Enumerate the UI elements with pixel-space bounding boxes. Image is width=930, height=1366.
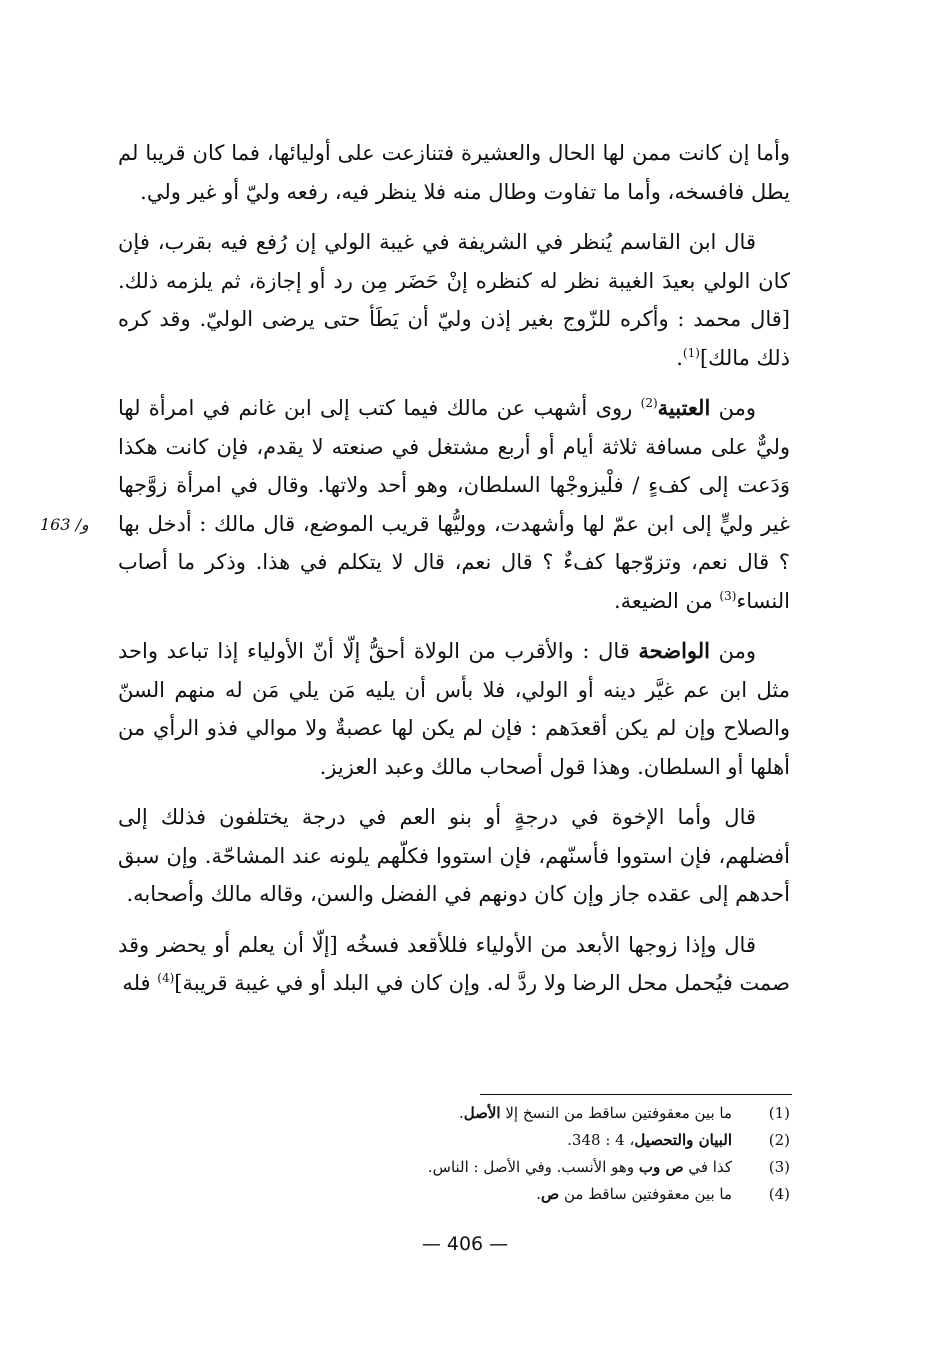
source-name-wadiha: الواضحة [638, 638, 710, 663]
footnote [330, 1181, 790, 1208]
main-text [118, 134, 790, 1003]
paragraph-1-text: وأما إن كانت ممن لها الحال والعشيرة فتنازعت على أوليائها، فما كان قريبا لم يطل فافسخه، وأما ما تفاوت وطال منه فلا ينظر فيه، رفعه وليّ أو غير ولي. [118, 141, 790, 204]
paragraph-5 [118, 798, 790, 914]
footnote [330, 1154, 790, 1181]
footnote-text-plain: ما بين معقوفتين ساقط من النسخ إلا [500, 1104, 732, 1122]
footnote-text [330, 1127, 732, 1154]
footnotes [330, 1100, 790, 1208]
paragraph-4-lead: ومن [709, 639, 756, 663]
paragraph-5-text: قال وأما الإخوة في درجةٍ أو بنو العم في درجة يختلفون فذلك إلى أفضلهم، فإن استووا فأسنّهم، فإن استووا فكلّهم يلونه عند المشاحّة. وإن سبق أحدهم إلى عقده جاز وإن كان دونهم في الفضل والسن، وقاله مالك وأصحابه. [118, 805, 790, 906]
footnote-text-tail: . [536, 1185, 542, 1203]
source-name-utbiyya: العتبية [657, 395, 711, 420]
paragraph-1 [118, 134, 790, 211]
footnote-text [330, 1100, 732, 1127]
paragraph-2-tail: . [676, 345, 683, 370]
footnote-text-bold: البيان والتحصيل [634, 1131, 732, 1149]
footnote-text-bold: ص وب [638, 1158, 684, 1176]
paragraph-3 [118, 389, 790, 620]
footnote-text-plain: كذا في [683, 1158, 732, 1176]
paragraph-3-text: روى أشهب عن مالك فيما كتب إلى ابن غانم في امرأة لها وليٌّ على مسافة ثلاثة أيام أو أربع مشتغل في صنعته لا يقدم، فإن كانت هكذا وَدَعت إلى كفءٍ / فلْيزوجْها السلطان، وهو أحد ولاتها. وقال في امرأة زوَّجها غير وليٍّ إلى ابن عمّ لها وأشهدت، ووليُّها قريب الموضع، قال مالك : أدخل بها ؟ قال نعم، وتزوّجها كفءٌ ؟ قال نعم، قال لا يتكلم في هذا. وذكر ما أصاب النساء [118, 396, 790, 613]
paragraph-4-text: قال : والأقرب من الولاة أحقُّ إلّا أنّ الأولياء إذا تباعد واحد مثل ابن عم غيَّر دينه أو الولي، فلا بأس أن يليه مَن يلي مَن له منهم السنّ والصلاح وإن لم يكن أقعدَهم : فإن لم يكن لها عصبةٌ ولا موالي فذو الرأي من أهلها أو السلطان. وهذا قول أصحاب مالك وعبد العزيز. [118, 639, 790, 779]
footnote [330, 1100, 790, 1127]
margin-folio-note: 163 /و [40, 515, 89, 534]
footnote-ref-2: (2) [640, 396, 658, 410]
footnote-text [330, 1181, 732, 1208]
paragraph-3-tail: من الضيعة. [613, 588, 720, 613]
footnote [330, 1127, 790, 1154]
paragraph-2-text: قال ابن القاسم يُنظر في الشريفة في غيبة الولي إن رُفع فيه بقرب، فإن كان الولي بعيدَ الغيبة نظر له كنظره إنْ حَضَر مِن رد أو إجازة، ثم يلزمه ذلك. [قال محمد : وأكره للزّوج بغير إذن وليّ أن يَطَأ حتى يرضى الوليّ. وقد كره ذلك مالك] [118, 230, 790, 370]
paragraph-4 [118, 632, 790, 786]
footnote-text-tail: . [458, 1104, 464, 1122]
footnote-text [330, 1154, 732, 1181]
paragraph-6-text: قال وإذا زوجها الأبعد من الأولياء فللأقعد فسخُه [إلّا أن يعلم أو يحضر وقد صمت فيُحمل محل الرضا ولا ردَّ له. وإن كان في البلد أو في غيبة قريبة] [118, 932, 790, 995]
footnote-text-bold: الأصل [463, 1104, 501, 1122]
footnote-divider [480, 1094, 792, 1095]
footnote-ref-1: (1) [682, 345, 700, 360]
paragraph-2 [118, 223, 790, 377]
page-number: — 406 — [421, 1233, 509, 1255]
footnote-text-tail: ، 4 : 348. [567, 1131, 635, 1149]
footnote-text-bold: ص [541, 1185, 560, 1203]
footnote-ref-3: (3) [719, 588, 737, 603]
footnote-ref-4: (4) [157, 971, 175, 985]
footnote-number: (3) [768, 1158, 790, 1176]
footnote-number: (2) [768, 1131, 790, 1149]
footnote-text-plain: ما بين معقوفتين ساقط من [559, 1185, 732, 1203]
footnote-text-tail: وهو الأنسب. وفي الأصل : الناس. [427, 1158, 639, 1176]
paragraph-6-tail: فله [122, 971, 158, 995]
paragraph-3-lead: ومن [710, 396, 756, 420]
footnote-number: (1) [768, 1104, 790, 1122]
paragraph-6 [118, 926, 790, 1003]
footnote-number: (4) [768, 1185, 790, 1203]
